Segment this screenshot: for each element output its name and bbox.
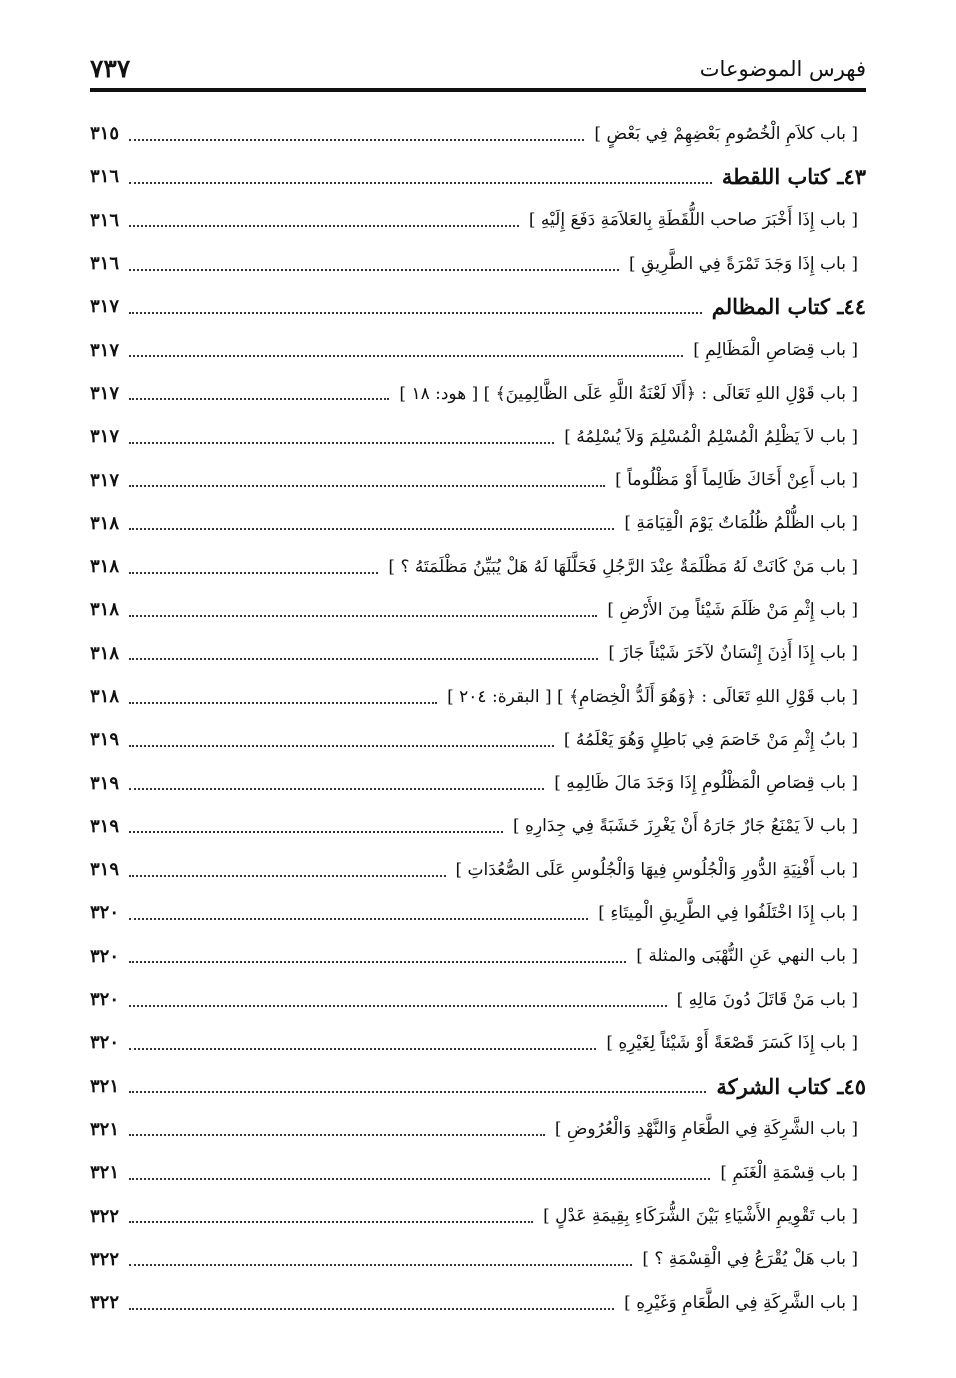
entry-page-number: ٣٢٠ bbox=[90, 989, 120, 1011]
toc-section-entry bbox=[90, 805, 866, 848]
entry-page-number: ٣١٧ bbox=[90, 339, 120, 361]
toc-section-entry bbox=[90, 242, 866, 285]
toc-chapter-entry bbox=[90, 155, 866, 198]
toc-section-entry bbox=[90, 502, 866, 545]
entry-page-number: ٣٢١ bbox=[90, 1162, 120, 1184]
entry-title: [ باب الظُّلْمُ ظُلُمَاتٌ يَوْمَ الْقِيَامَةِ ] bbox=[624, 513, 858, 534]
entry-title: [ باب إِذَا كَسَرَ قَصْعَةً أَوْ شَيْئاً لِغَيْرِهِ ] bbox=[606, 1032, 858, 1053]
dot-leader bbox=[129, 355, 683, 357]
dot-leader bbox=[129, 442, 554, 444]
dot-leader bbox=[129, 788, 544, 790]
dot-leader bbox=[129, 312, 702, 314]
entry-title: [ باب الشَّرِكَةِ فِي الطَّعَامِ وَغَيْرِهِ ] bbox=[624, 1292, 858, 1313]
dot-leader bbox=[129, 1091, 706, 1093]
dot-leader bbox=[129, 1178, 710, 1180]
entry-page-number: ٣١٦ bbox=[90, 253, 120, 275]
toc-section-entry bbox=[90, 545, 866, 588]
entry-title: [ باب قِسْمَةِ الْغَنَمِ ] bbox=[720, 1162, 858, 1183]
entry-title: ٤٥ـ كتاب الشركة bbox=[716, 1073, 866, 1099]
toc-section-entry bbox=[90, 372, 866, 415]
toc-section-entry bbox=[90, 632, 866, 675]
toc-section-entry bbox=[90, 848, 866, 891]
toc-section-entry bbox=[90, 1151, 866, 1194]
dot-leader bbox=[129, 875, 445, 877]
dot-leader bbox=[129, 961, 626, 963]
toc-section-entry bbox=[90, 1021, 866, 1064]
dot-leader bbox=[129, 269, 619, 271]
toc-section-entry bbox=[90, 718, 866, 761]
entry-page-number: ٣١٧ bbox=[90, 296, 120, 318]
toc-section-entry bbox=[90, 415, 866, 458]
entry-title: [ باب قَوْلِ اللهِ تَعَالَى : ﴿أَلَا لَعْنَةُ اللَّهِ عَلَى الظَّالِمِينَ﴾ ] [ هود: ١٨ ] bbox=[399, 383, 858, 404]
entry-title: [ باب مَنْ قَاتَلَ دُونَ مَالِهِ ] bbox=[676, 989, 858, 1010]
entry-page-number: ٣٢٠ bbox=[90, 1032, 120, 1054]
dot-leader bbox=[129, 658, 598, 660]
entry-title: [ باب تَقْوِيمِ الأَشْيَاءِ بَيْنَ الشُّرَكَاءِ بِقِيمَةِ عَدْلٍ ] bbox=[543, 1206, 858, 1227]
entry-title: [ باب لاَ يَظْلِمُ الْمُسْلِمُ الْمُسْلِمَ وَلاَ يُسْلِمُهُ ] bbox=[564, 426, 858, 447]
dot-leader bbox=[129, 1134, 545, 1136]
toc-section-entry bbox=[90, 199, 866, 242]
entry-page-number: ٣٢١ bbox=[90, 1118, 120, 1140]
dot-leader bbox=[129, 139, 584, 141]
toc-chapter-entry bbox=[90, 285, 866, 328]
entry-page-number: ٣١٩ bbox=[90, 772, 120, 794]
running-header-title: فهرس الموضوعات bbox=[699, 57, 866, 81]
entry-title: [ باب إِذَا اخْتَلَفُوا فِي الطَّرِيقِ الْمِيتَاءِ ] bbox=[598, 902, 858, 923]
toc-section-entry bbox=[90, 978, 866, 1021]
toc-section-entry bbox=[90, 935, 866, 978]
toc-section-entry bbox=[90, 891, 866, 934]
dot-leader bbox=[129, 528, 614, 530]
toc-section-entry bbox=[90, 112, 866, 155]
entry-page-number: ٣١٩ bbox=[90, 859, 120, 881]
entry-page-number: ٣١٧ bbox=[90, 382, 120, 404]
page-number: ٧٣٧ bbox=[90, 54, 131, 83]
dot-leader bbox=[129, 1048, 596, 1050]
toc-section-entry bbox=[90, 1238, 866, 1281]
dot-leader bbox=[129, 702, 437, 704]
entry-title: [ باب مَنْ كَانَتْ لَهُ مَظْلَمَةٌ عِنْدَ الرَّجُلِ فَحَلَّلَهَا لَهُ هَلْ يُبَيِّنُ مَظْلَمَتَهُ ؟ ] bbox=[388, 556, 858, 577]
entry-title: [ باب إِذَا أَذِنَ إِنْسَانٌ لآخَرَ شَيْئاً جَازَ ] bbox=[608, 643, 858, 664]
dot-leader bbox=[129, 1264, 632, 1266]
table-of-contents bbox=[90, 112, 866, 1324]
dot-leader bbox=[129, 1308, 614, 1310]
entry-page-number: ٣١٦ bbox=[90, 209, 120, 231]
entry-title: [ باب قِصَاصِ الْمَظَالِمِ ] bbox=[693, 340, 858, 361]
entry-page-number: ٣٢٢ bbox=[90, 1292, 120, 1314]
entry-title: [ باب قَوْلِ اللهِ تَعَالَى : ﴿وَهُوَ أَلَدُّ الْخِصَامِ﴾ ] [ البقرة: ٢٠٤ ] bbox=[447, 687, 858, 707]
entry-page-number: ٣١٨ bbox=[90, 686, 120, 707]
entry-title: [ باب قِصَاصِ الْمَظْلُومِ إِذَا وَجَدَ مَالَ ظَالِمِهِ ] bbox=[554, 773, 858, 794]
toc-section-entry bbox=[90, 675, 866, 718]
entry-title: [ باب النهي عَنِ النُّهْبَى والمثلة ] bbox=[636, 946, 858, 967]
entry-page-number: ٣٢٠ bbox=[90, 945, 120, 967]
entry-page-number: ٣١٨ bbox=[90, 599, 120, 621]
dot-leader bbox=[129, 485, 605, 487]
entry-page-number: ٣١٩ bbox=[90, 815, 120, 837]
dot-leader bbox=[129, 398, 389, 400]
dot-leader bbox=[129, 745, 554, 747]
entry-title: [ باب الشَّرِكَةِ فِي الطَّعَامِ وَالنَّهْدِ وَالْعُرُوضِ ] bbox=[554, 1119, 858, 1140]
entry-title: ٤٣ـ كتاب اللقطة bbox=[721, 164, 866, 190]
entry-title: [ باب كلاَمِ الْخُصُومِ بَعْضِهِمْ فِي بَعْضٍ ] bbox=[594, 123, 858, 144]
dot-leader bbox=[129, 1005, 667, 1007]
entry-title: [ باب إِذَا وَجَدَ تَمْرَةً فِي الطَّرِيقِ ] bbox=[629, 253, 858, 274]
dot-leader bbox=[129, 572, 378, 574]
entry-title: [ بابُ إِثْمِ مَنْ خَاصَمَ فِي بَاطِلٍ وَهُوَ يَعْلَمُهُ ] bbox=[563, 729, 858, 750]
entry-title: [ باب أَعِنْ أَخَاكَ ظَالِماً أَوْ مَظْلُوماً ] bbox=[615, 470, 858, 491]
entry-page-number: ٣٢٠ bbox=[90, 902, 120, 924]
header-rule bbox=[90, 88, 866, 92]
entry-title: ٤٤ـ كتاب المظالم bbox=[711, 294, 866, 320]
entry-page-number: ٣١٨ bbox=[90, 556, 120, 578]
toc-chapter-entry bbox=[90, 1065, 866, 1108]
entry-page-number: ٣١٨ bbox=[90, 512, 120, 534]
entry-page-number: ٣٢٢ bbox=[90, 1205, 120, 1227]
entry-title: [ باب إِذَا أَخْبَرَ صاحب اللُّقَطَةِ بِالعَلاَمَةِ دَفَعَ إِلَيْهِ ] bbox=[528, 210, 858, 231]
toc-section-entry bbox=[90, 328, 866, 371]
entry-page-number: ٣١٧ bbox=[90, 469, 120, 491]
entry-page-number: ٣١٧ bbox=[90, 426, 120, 448]
entry-page-number: ٣٢١ bbox=[90, 1075, 120, 1097]
dot-leader bbox=[129, 918, 588, 920]
entry-title: [ باب هَلْ يُقْرَعُ فِي الْقِسْمَةِ ؟ ] bbox=[642, 1249, 858, 1270]
dot-leader bbox=[129, 225, 519, 227]
entry-title: [ باب لاَ يَمْنَعُ جَارٌ جَارَهُ أَنْ يَغْرِزَ خَشَبَةً فِي جِدَارِهِ ] bbox=[513, 816, 858, 837]
entry-title: [ باب إِثْمِ مَنْ ظَلَمَ شَيْئاً مِنَ الأَرْضِ ] bbox=[607, 599, 858, 620]
entry-title: [ باب أَفْنِيَةِ الدُّورِ وَالْجُلُوسِ فِيهَا وَالْجُلُوسِ عَلَى الصُّعُدَاتِ ] bbox=[455, 859, 858, 880]
dot-leader bbox=[129, 831, 503, 833]
dot-leader bbox=[129, 1221, 533, 1223]
dot-leader bbox=[129, 615, 597, 617]
entry-page-number: ٣١٦ bbox=[90, 166, 120, 188]
toc-section-entry bbox=[90, 761, 866, 804]
toc-section-entry bbox=[90, 458, 866, 501]
entry-page-number: ٣١٨ bbox=[90, 642, 120, 664]
toc-section-entry bbox=[90, 1108, 866, 1151]
entry-page-number: ٣١٥ bbox=[90, 123, 120, 145]
entry-page-number: ٣١٩ bbox=[90, 729, 120, 751]
document-page bbox=[90, 0, 866, 1378]
entry-page-number: ٣٢٢ bbox=[90, 1248, 120, 1270]
toc-section-entry bbox=[90, 1281, 866, 1324]
dot-leader bbox=[129, 182, 712, 184]
toc-section-entry bbox=[90, 1194, 866, 1237]
page-header bbox=[90, 44, 866, 84]
toc-section-entry bbox=[90, 588, 866, 631]
